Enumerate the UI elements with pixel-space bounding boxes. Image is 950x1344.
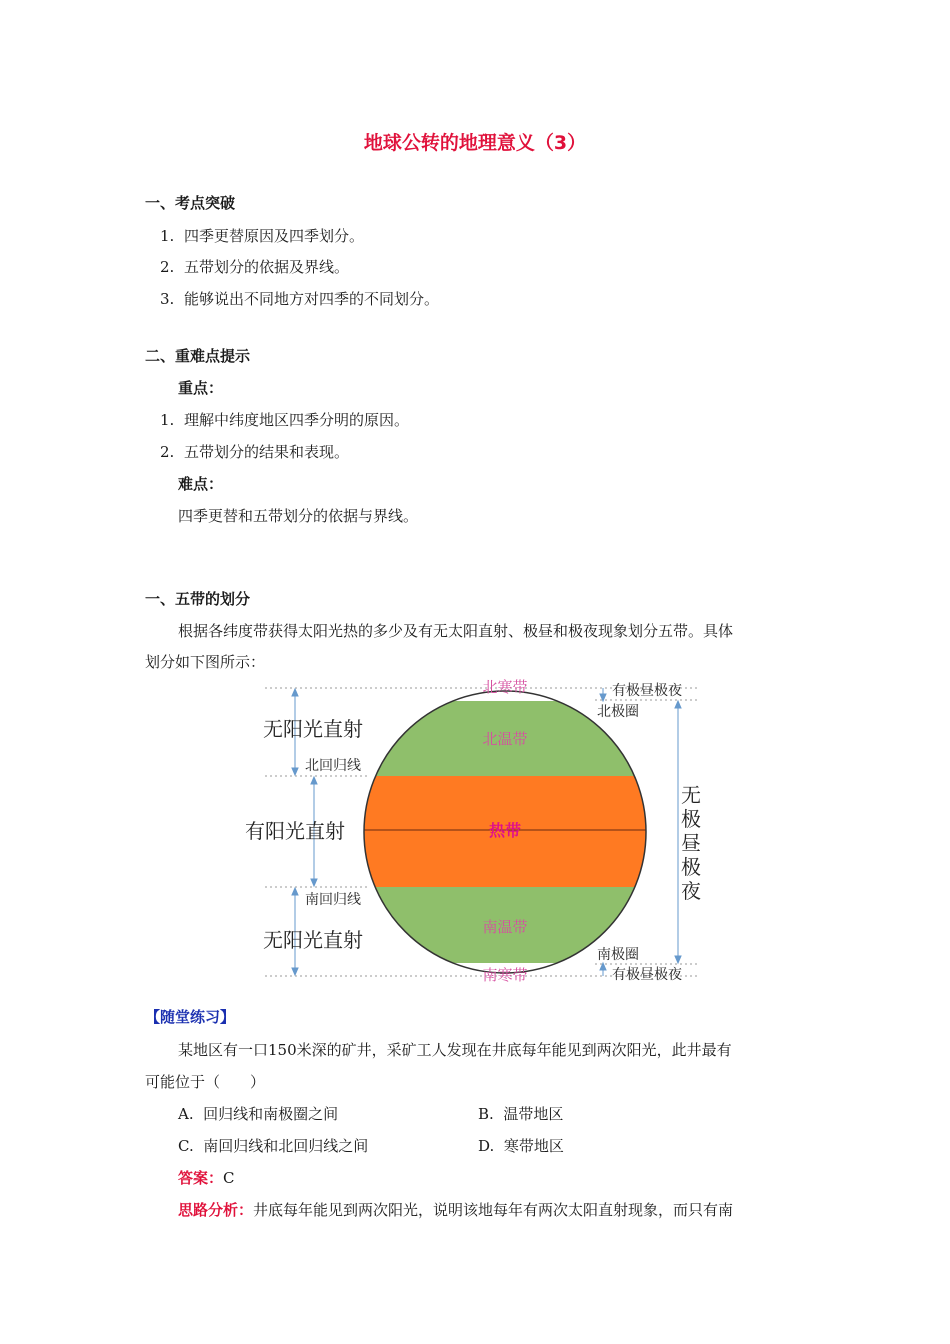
exercise-label: 【随堂练习】 [145,1008,236,1026]
option-key: A. [178,1105,194,1123]
list-number: 1. [160,411,175,429]
label-polar-day-night-top: 有极昼极夜 [612,683,682,699]
label-polar-day-night-bottom: 有极昼极夜 [612,967,682,983]
option-key: B. [478,1105,494,1123]
zone-label-south-frigid: 南寒带 [482,966,528,984]
list-text: 五带划分的结果和表现。 [184,443,350,461]
label-no-direct-sun-bottom: 无阳光直射 [263,928,363,952]
option-text: 温带地区 [503,1105,564,1123]
list-item [160,410,409,430]
answer-label: 答案： [178,1169,224,1187]
option-text: 南回归线和北回归线之间 [203,1137,369,1155]
option-b [478,1104,563,1124]
list-item [160,442,349,462]
list-text: 五带划分的依据及界线。 [184,258,350,276]
list-text: 能够说出不同地方对四季的不同划分。 [184,290,440,308]
answer-value: C [223,1169,235,1187]
question-line: 可能位于（ ） [145,1073,266,1091]
page-title: 地球公转的地理意义（3） [363,132,587,154]
difficult-text: 四季更替和五带划分的依据与界线。 [178,507,419,525]
difficult-label: 难点： [178,475,224,493]
label-arctic-circle: 北极圈 [597,704,639,720]
option-d [478,1136,564,1156]
vertical-char: 极 [681,855,701,879]
option-c [178,1136,368,1156]
vertical-char: 极 [681,807,701,831]
label-no-polar-day-night [681,783,701,903]
analysis-line [178,1200,733,1220]
section-heading-five-zones: 一、五带的划分 [145,590,251,608]
option-text: 回归线和南极圈之间 [203,1105,339,1123]
option-a [178,1104,338,1124]
vertical-char: 昼 [681,831,701,855]
option-key: C. [178,1137,194,1155]
list-text: 四季更替原因及四季划分。 [184,227,365,245]
question-line: 某地区有一口150米深的矿井，采矿工人发现在井底每年能见到两次阳光，此井最有 [178,1041,732,1059]
label-no-direct-sun-top: 无阳光直射 [263,717,363,741]
list-item [160,226,364,246]
vertical-char: 夜 [681,879,701,903]
option-text: 寒带地区 [503,1137,564,1155]
vertical-char: 无 [681,783,701,807]
key-label: 重点： [178,379,224,397]
answer-line [178,1168,235,1188]
analysis-label: 思路分析： [178,1201,254,1219]
zone-label-north-frigid: 北寒带 [482,678,528,696]
option-key: D. [478,1137,495,1155]
five-zones-diagram [240,676,710,988]
analysis-text: 井底每年能见到两次阳光，说明该地每年有两次太阳直射现象，而只有南 [253,1201,734,1219]
zone-label-tropical: 热带 [488,821,522,840]
list-number: 2. [160,443,175,461]
zone-label-north-temperate: 北温带 [482,730,528,748]
list-number: 3. [160,290,175,308]
list-number: 1. [160,227,175,245]
label-antarctic-circle: 南极圈 [597,947,639,963]
list-item [160,257,349,277]
label-direct-sun: 有阳光直射 [245,819,345,843]
label-tropic-south: 南回归线 [305,892,361,908]
paragraph-line: 划分如下图所示： [145,653,266,671]
label-tropic-north: 北回归线 [305,758,361,774]
list-number: 2. [160,258,175,276]
section-heading-key-points: 一、考点突破 [145,194,236,212]
zone-label-south-temperate: 南温带 [482,918,528,936]
section-heading-difficulties: 二、重难点提示 [145,347,251,365]
list-item [160,289,439,309]
paragraph-line: 根据各纬度带获得太阳光热的多少及有无太阳直射、极昼和极夜现象划分五带。具体 [178,622,734,640]
list-text: 理解中纬度地区四季分明的原因。 [184,411,410,429]
